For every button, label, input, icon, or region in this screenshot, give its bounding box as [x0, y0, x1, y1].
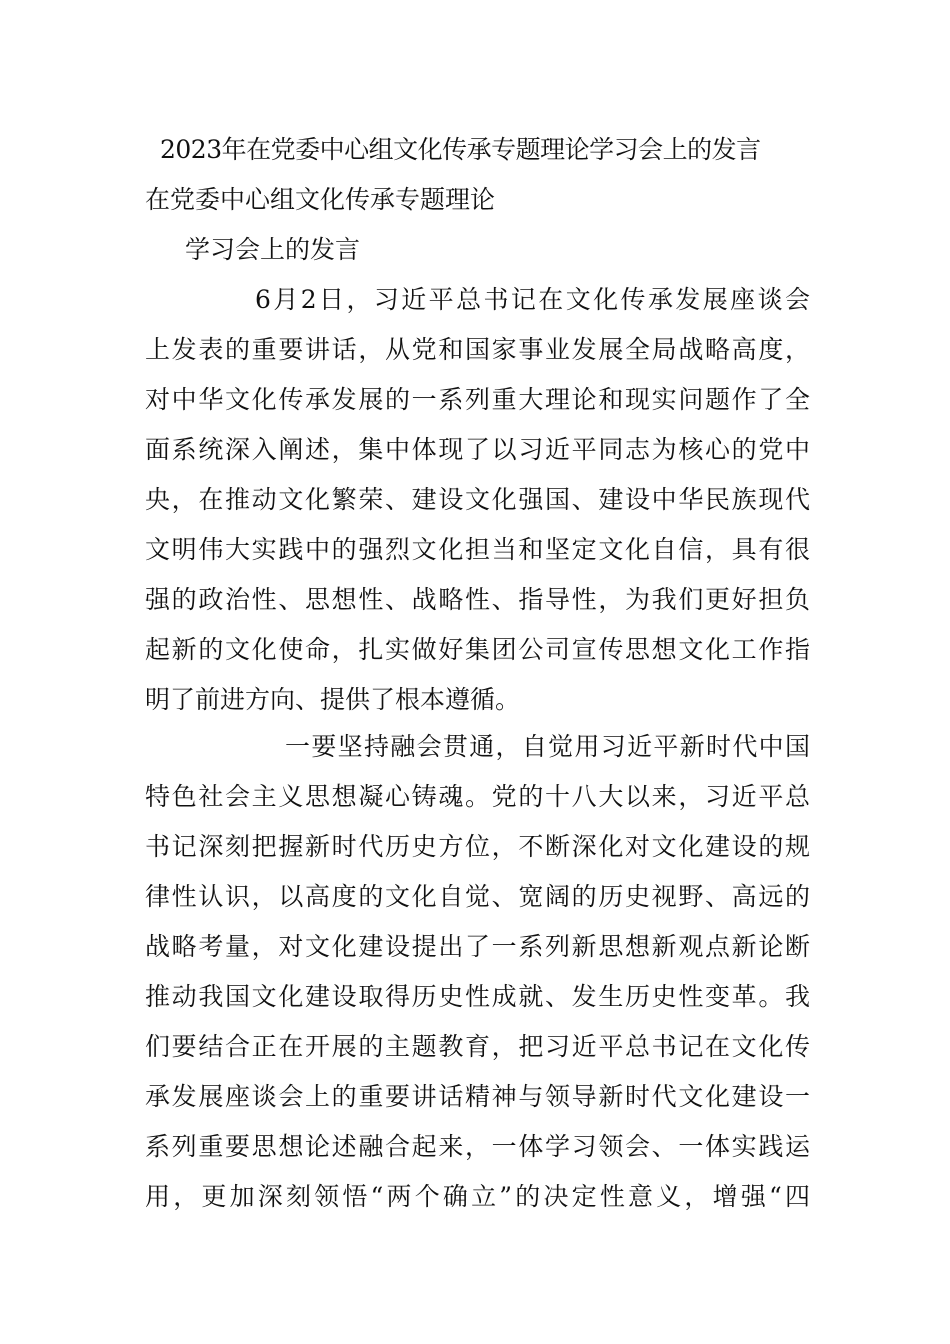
paragraph2-line-3: 书记深刻把握新时代历史方位，不断深化对文化建设的规: [145, 832, 810, 861]
paragraph1-line-6: 文明伟大实践中的强烈文化担当和坚定文化自信，具有很: [145, 535, 810, 564]
paragraph1-line-1: 6月2日，习近平总书记在文化传承发展座谈会: [255, 285, 810, 314]
document-title: 2023年在党委中心组文化传承专题理论学习会上的发言: [160, 135, 761, 164]
paragraph2-line-7: 们要结合正在开展的主题教育，把习近平总书记在文化传: [145, 1032, 810, 1061]
paragraph2-line-1: 一要坚持融会贯通，自觉用习近平新时代中国: [285, 732, 810, 761]
paragraph2-line-9: 系列重要思想论述融合起来，一体学习领会、一体实践运: [145, 1132, 810, 1161]
heading-line-1: 在党委中心组文化传承专题理论: [145, 185, 496, 214]
paragraph1-line-9: 明了前进方向、提供了根本遵循。: [145, 685, 521, 714]
paragraph1-line-5: 央，在推动文化繁荣、建设文化强国、建设中华民族现代: [145, 485, 810, 514]
paragraph1-line-7: 强的政治性、思想性、战略性、指导性，为我们更好担负: [145, 585, 810, 614]
paragraph1-line-3: 对中华文化传承发展的一系列重大理论和现实问题作了全: [145, 385, 810, 414]
paragraph2-line-5: 战略考量，对文化建设提出了一系列新思想新观点新论断: [145, 932, 810, 961]
paragraph1-line-8: 起新的文化使命，扎实做好集团公司宣传思想文化工作指: [145, 635, 810, 664]
heading-line-2: 学习会上的发言: [185, 235, 361, 264]
paragraph2-line-4: 律性认识，以高度的文化自觉、宽阔的历史视野、高远的: [145, 882, 810, 911]
paragraph2-line-2: 特色社会主义思想凝心铸魂。党的十八大以来，习近平总: [145, 782, 810, 811]
paragraph1-line-4: 面系统深入阐述，集中体现了以习近平同志为核心的党中: [145, 435, 810, 464]
paragraph1-line-2: 上发表的重要讲话，从党和国家事业发展全局战略高度，: [145, 335, 810, 364]
paragraph2-line-8: 承发展座谈会上的重要讲话精神与领导新时代文化建设一: [145, 1082, 810, 1111]
paragraph2-line-10: 用，更加深刻领悟“两个确立”的决定性意义，增强“四: [145, 1182, 810, 1211]
paragraph2-line-6: 推动我国文化建设取得历史性成就、发生历史性变革。我: [145, 982, 810, 1011]
